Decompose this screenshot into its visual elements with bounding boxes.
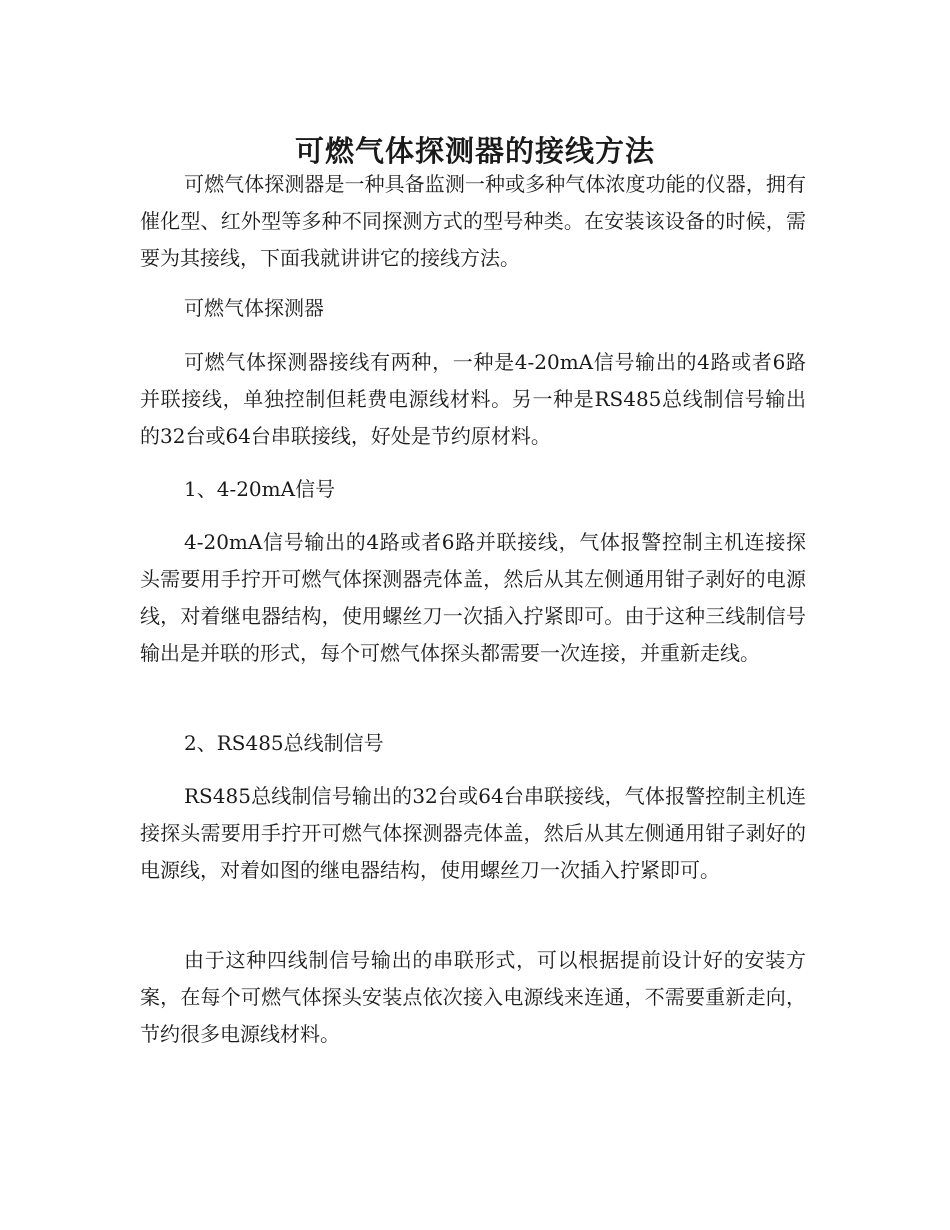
overview-paragraph: 可燃气体探测器接线有两种，一种是4-20mA信号输出的4路或者6路并联接线，单独控制但耗费电源线材料。另一种是RS485总线制信号输出的32台或64台串联接线，好处是节约原材料。 (140, 350, 806, 448)
document-title: 可燃气体探测器的接线方法 (294, 134, 655, 169)
body-rs485-paragraph: RS485总线制信号输出的32台或64台串联接线，气体报警控制主机连接探头需要用手拧开可燃气体探测器壳体盖，然后从其左侧通用钳子剥好的电源线，对着如图的继电器结构，使用螺丝刀一次插入拧紧即可。 (140, 784, 806, 882)
body-4-20ma-paragraph: 4-20mA信号输出的4路或者6路并联接线，气体报警控制主机连接探头需要用手拧开可燃气体探测器壳体盖，然后从其左侧通用钳子剥好的电源线，对着继电器结构，使用螺丝刀一次插入拧紧即可。由于这种三线制信号输出是并联的形式，每个可燃气体探头都需要一次连接，并重新走线。 (140, 530, 806, 665)
intro-paragraph: 可燃气体探测器是一种具备监测一种或多种气体浓度功能的仪器，拥有催化型、红外型等多种不同探测方式的型号种类。在安装该设备的时候，需要为其接线，下面我就讲讲它的接线方法。 (140, 172, 806, 270)
heading-4-20ma: 1、4-20mA信号 (184, 477, 336, 501)
section-label: 可燃气体探测器 (184, 296, 324, 320)
heading-rs485: 2、RS485总线制信号 (184, 731, 384, 755)
conclusion-paragraph: 由于这种四线制信号输出的串联形式，可以根据提前设计好的安装方案，在每个可燃气体探头安装点依次接入电源线来连通，不需要重新走向，节约很多电源线材料。 (140, 948, 806, 1046)
